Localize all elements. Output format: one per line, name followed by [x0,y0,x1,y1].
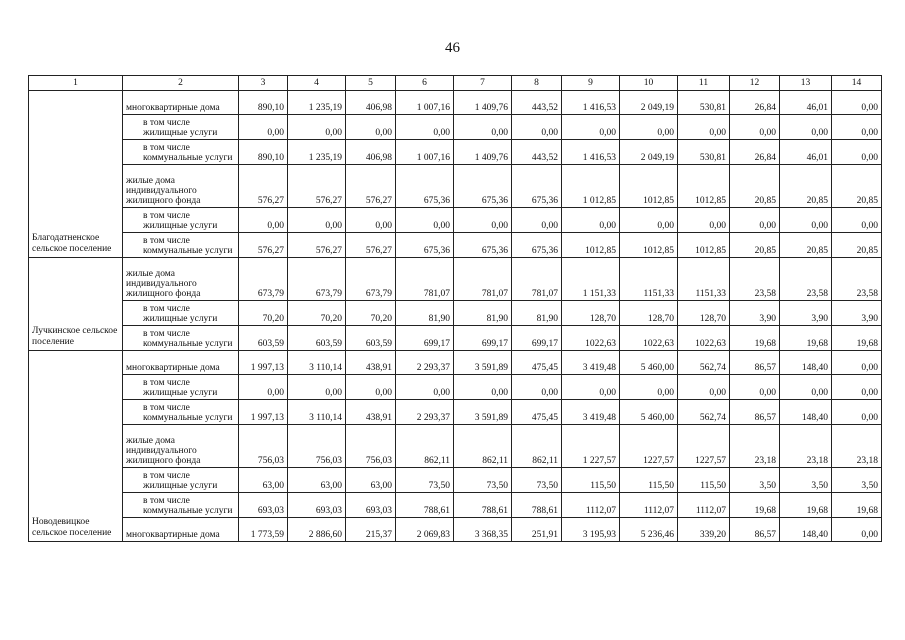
value-cell: 0,00 [678,208,730,233]
housing-type-label: в том числе коммунальные услуги [123,400,239,425]
value-cell: 70,20 [346,301,396,326]
value-cell: 0,00 [454,208,512,233]
housing-type-label: жилые дома индивидуального жилищного фонда [123,258,239,301]
value-cell: 562,74 [678,400,730,425]
value-cell: 3 195,93 [562,518,620,542]
value-cell: 0,00 [678,375,730,400]
value-cell: 0,00 [562,375,620,400]
value-cell: 19,68 [832,493,882,518]
value-cell: 756,03 [239,425,288,468]
value-cell: 81,90 [396,301,454,326]
value-cell: 1 416,53 [562,91,620,115]
value-cell: 862,11 [512,425,562,468]
value-cell: 0,00 [832,518,882,542]
table-row [29,115,882,140]
value-cell: 23,18 [832,425,882,468]
page-number: 46 [445,40,460,56]
value-cell: 576,27 [346,165,396,208]
value-cell: 890,10 [239,140,288,165]
value-cell: 19,68 [730,326,780,351]
value-cell: 0,00 [239,375,288,400]
value-cell: 0,00 [780,375,832,400]
value-cell: 0,00 [288,375,346,400]
value-cell: 0,00 [832,91,882,115]
value-cell: 693,03 [288,493,346,518]
value-cell: 3 419,48 [562,351,620,375]
value-cell: 1227,57 [620,425,678,468]
value-cell: 0,00 [288,208,346,233]
value-cell: 23,58 [832,258,882,301]
value-cell: 81,90 [454,301,512,326]
value-cell: 0,00 [454,375,512,400]
value-cell: 1 997,13 [239,400,288,425]
value-cell: 148,40 [780,351,832,375]
housing-type-label: в том числе коммунальные услуги [123,493,239,518]
value-cell: 63,00 [346,468,396,493]
tariff-table [28,75,882,542]
value-cell: 788,61 [396,493,454,518]
value-cell: 406,98 [346,91,396,115]
value-cell: 2 049,19 [620,140,678,165]
value-cell: 1 151,33 [562,258,620,301]
value-cell: 23,18 [780,425,832,468]
value-cell: 251,91 [512,518,562,542]
value-cell: 3 110,14 [288,400,346,425]
value-cell: 128,70 [562,301,620,326]
value-cell: 115,50 [620,468,678,493]
settlement-name: Лучкинское сельское поселение [29,258,123,351]
value-cell: 693,03 [346,493,396,518]
housing-type-label: многоквартирные дома [123,518,239,542]
value-cell: 475,45 [512,400,562,425]
value-cell: 70,20 [239,301,288,326]
value-cell: 1 409,76 [454,91,512,115]
value-cell: 1022,63 [620,326,678,351]
value-cell: 673,79 [346,258,396,301]
value-cell: 46,01 [780,91,832,115]
value-cell: 0,00 [730,375,780,400]
value-cell: 1022,63 [678,326,730,351]
column-number: 2 [123,76,239,91]
table-row [29,301,882,326]
value-cell: 788,61 [454,493,512,518]
value-cell: 1112,07 [678,493,730,518]
value-cell: 0,00 [562,208,620,233]
value-cell: 73,50 [512,468,562,493]
value-cell: 0,00 [730,115,780,140]
table-row [29,233,882,258]
value-cell: 26,84 [730,140,780,165]
value-cell: 438,91 [346,351,396,375]
value-cell: 148,40 [780,518,832,542]
value-cell: 0,00 [346,208,396,233]
value-cell: 5 460,00 [620,351,678,375]
value-cell: 530,81 [678,140,730,165]
table-row [29,165,882,208]
value-cell: 115,50 [678,468,730,493]
value-cell: 530,81 [678,91,730,115]
value-cell: 1112,07 [562,493,620,518]
value-cell: 699,17 [396,326,454,351]
value-cell: 781,07 [512,258,562,301]
value-cell: 576,27 [288,165,346,208]
value-cell: 0,00 [832,208,882,233]
table-row [29,258,882,301]
value-cell: 23,18 [730,425,780,468]
value-cell: 128,70 [678,301,730,326]
value-cell: 756,03 [288,425,346,468]
value-cell: 675,36 [512,233,562,258]
value-cell: 0,00 [396,375,454,400]
value-cell: 2 293,37 [396,351,454,375]
value-cell: 46,01 [780,140,832,165]
value-cell: 2 069,83 [396,518,454,542]
column-number: 11 [678,76,730,91]
value-cell: 215,37 [346,518,396,542]
housing-type-label: в том числе жилищные услуги [123,375,239,400]
value-cell: 2 886,60 [288,518,346,542]
housing-type-label: в том числе жилищные услуги [123,115,239,140]
value-cell: 63,00 [288,468,346,493]
value-cell: 603,59 [239,326,288,351]
housing-type-label: в том числе жилищные услуги [123,468,239,493]
value-cell: 443,52 [512,91,562,115]
value-cell: 1 773,59 [239,518,288,542]
value-cell: 475,45 [512,351,562,375]
value-cell: 603,59 [288,326,346,351]
value-cell: 1 997,13 [239,351,288,375]
value-cell: 3 419,48 [562,400,620,425]
value-cell: 148,40 [780,400,832,425]
value-cell: 128,70 [620,301,678,326]
value-cell: 0,00 [346,115,396,140]
value-cell: 576,27 [288,233,346,258]
value-cell: 1 416,53 [562,140,620,165]
value-cell: 675,36 [396,165,454,208]
value-cell: 3 368,35 [454,518,512,542]
value-cell: 3,50 [780,468,832,493]
value-cell: 603,59 [346,326,396,351]
value-cell: 576,27 [239,233,288,258]
column-number: 9 [562,76,620,91]
table-row [29,468,882,493]
value-cell: 2 049,19 [620,91,678,115]
value-cell: 0,00 [239,208,288,233]
value-cell: 19,68 [780,326,832,351]
value-cell: 890,10 [239,91,288,115]
settlement-name: Новодевицкое сельское поселение [29,351,123,542]
value-cell: 0,00 [832,400,882,425]
table-row [29,375,882,400]
value-cell: 0,00 [288,115,346,140]
value-cell: 5 236,46 [620,518,678,542]
value-cell: 0,00 [620,375,678,400]
housing-type-label: в том числе жилищные услуги [123,208,239,233]
value-cell: 20,85 [832,233,882,258]
value-cell: 1 235,19 [288,91,346,115]
value-cell: 0,00 [780,208,832,233]
housing-type-label: в том числе коммунальные услуги [123,233,239,258]
column-number: 5 [346,76,396,91]
value-cell: 781,07 [396,258,454,301]
value-cell: 5 460,00 [620,400,678,425]
value-cell: 862,11 [454,425,512,468]
value-cell: 20,85 [730,165,780,208]
value-cell: 1012,85 [562,233,620,258]
table-row [29,326,882,351]
value-cell: 0,00 [620,208,678,233]
value-cell: 339,20 [678,518,730,542]
table-row [29,400,882,425]
value-cell: 1 007,16 [396,140,454,165]
value-cell: 0,00 [454,115,512,140]
value-cell: 19,68 [780,493,832,518]
value-cell: 0,00 [396,115,454,140]
value-cell: 86,57 [730,400,780,425]
value-cell: 20,85 [780,165,832,208]
value-cell: 443,52 [512,140,562,165]
value-cell: 0,00 [239,115,288,140]
value-cell: 70,20 [288,301,346,326]
value-cell: 23,58 [780,258,832,301]
value-cell: 699,17 [512,326,562,351]
table-row [29,140,882,165]
value-cell: 406,98 [346,140,396,165]
value-cell: 115,50 [562,468,620,493]
value-cell: 23,58 [730,258,780,301]
value-cell: 562,74 [678,351,730,375]
value-cell: 756,03 [346,425,396,468]
value-cell: 73,50 [454,468,512,493]
column-number: 8 [512,76,562,91]
housing-type-label: в том числе жилищные услуги [123,301,239,326]
value-cell: 1 012,85 [562,165,620,208]
value-cell: 19,68 [832,326,882,351]
value-cell: 26,84 [730,91,780,115]
value-cell: 0,00 [512,375,562,400]
housing-type-label: многоквартирные дома [123,91,239,115]
value-cell: 3 591,89 [454,351,512,375]
value-cell: 576,27 [239,165,288,208]
housing-type-label: жилые дома индивидуального жилищного фонда [123,425,239,468]
value-cell: 0,00 [562,115,620,140]
column-number: 6 [396,76,454,91]
value-cell: 1227,57 [678,425,730,468]
column-number: 7 [454,76,512,91]
value-cell: 0,00 [780,115,832,140]
value-cell: 781,07 [454,258,512,301]
value-cell: 19,68 [730,493,780,518]
value-cell: 673,79 [288,258,346,301]
housing-type-label: в том числе коммунальные услуги [123,326,239,351]
column-number: 3 [239,76,288,91]
value-cell: 1012,85 [678,165,730,208]
value-cell: 0,00 [512,208,562,233]
value-cell: 1012,85 [678,233,730,258]
value-cell: 2 293,37 [396,400,454,425]
value-cell: 1 007,16 [396,91,454,115]
table-row [29,518,882,542]
value-cell: 3 110,14 [288,351,346,375]
value-cell: 0,00 [512,115,562,140]
table-row [29,351,882,375]
value-cell: 20,85 [832,165,882,208]
value-cell: 788,61 [512,493,562,518]
value-cell: 1151,33 [678,258,730,301]
value-cell: 0,00 [832,140,882,165]
table-row [29,425,882,468]
column-number: 14 [832,76,882,91]
column-number: 10 [620,76,678,91]
value-cell: 0,00 [346,375,396,400]
value-cell: 86,57 [730,518,780,542]
table-row [29,493,882,518]
column-number: 4 [288,76,346,91]
value-cell: 1012,85 [620,165,678,208]
value-cell: 0,00 [832,375,882,400]
value-cell: 0,00 [620,115,678,140]
table-row [29,91,882,115]
value-cell: 0,00 [832,115,882,140]
value-cell: 675,36 [512,165,562,208]
value-cell: 862,11 [396,425,454,468]
value-cell: 20,85 [730,233,780,258]
housing-type-label: в том числе коммунальные услуги [123,140,239,165]
value-cell: 3 591,89 [454,400,512,425]
housing-type-label: многоквартирные дома [123,351,239,375]
value-cell: 438,91 [346,400,396,425]
settlement-name: Благодатненское сельское поселение [29,91,123,258]
value-cell: 1112,07 [620,493,678,518]
value-cell: 3,90 [780,301,832,326]
value-cell: 0,00 [678,115,730,140]
value-cell: 693,03 [239,493,288,518]
value-cell: 673,79 [239,258,288,301]
value-cell: 576,27 [346,233,396,258]
value-cell: 1 235,19 [288,140,346,165]
value-cell: 1151,33 [620,258,678,301]
value-cell: 0,00 [832,351,882,375]
column-number: 13 [780,76,832,91]
value-cell: 86,57 [730,351,780,375]
table-row [29,208,882,233]
column-number: 12 [730,76,780,91]
value-cell: 20,85 [780,233,832,258]
value-cell: 1022,63 [562,326,620,351]
value-cell: 63,00 [239,468,288,493]
value-cell: 3,50 [730,468,780,493]
value-cell: 675,36 [396,233,454,258]
value-cell: 73,50 [396,468,454,493]
value-cell: 1 227,57 [562,425,620,468]
value-cell: 699,17 [454,326,512,351]
value-cell: 1012,85 [620,233,678,258]
column-number: 1 [29,76,123,91]
value-cell: 3,50 [832,468,882,493]
value-cell: 3,90 [730,301,780,326]
value-cell: 675,36 [454,233,512,258]
value-cell: 0,00 [730,208,780,233]
column-number-row [29,76,882,91]
housing-type-label: жилые дома индивидуального жилищного фонда [123,165,239,208]
value-cell: 81,90 [512,301,562,326]
value-cell: 675,36 [454,165,512,208]
value-cell: 0,00 [396,208,454,233]
value-cell: 1 409,76 [454,140,512,165]
value-cell: 3,90 [832,301,882,326]
